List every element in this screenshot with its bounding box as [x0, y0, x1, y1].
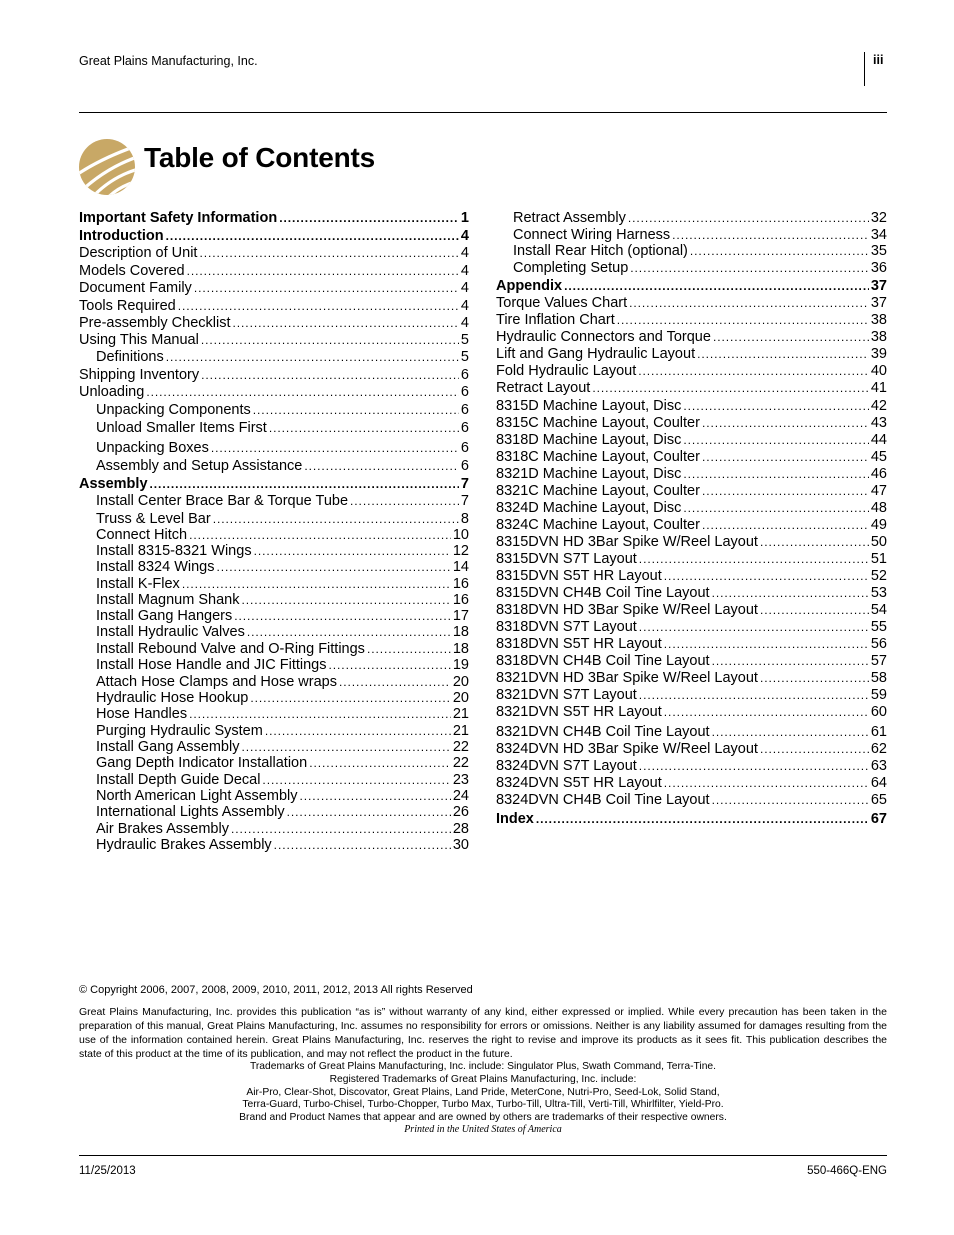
toc-entry[interactable]	[79, 348, 469, 366]
toc-dot-leader	[712, 791, 869, 809]
toc-dot-leader	[564, 277, 869, 295]
toc-entry[interactable]	[79, 331, 469, 349]
toc-entry-label: Unloading	[79, 384, 145, 400]
toc-entry-page: 7	[460, 476, 469, 492]
toc-entry-page: 4	[460, 298, 469, 314]
toc-entry-page: 21	[452, 706, 469, 722]
toc-entry-label: 8315D Machine Layout, Disc	[496, 398, 682, 414]
toc-entry-label: 8321DVN S7T Layout	[496, 687, 637, 703]
toc-dot-leader	[664, 703, 869, 721]
toc-dot-leader	[683, 465, 868, 483]
toc-entry[interactable]	[496, 567, 887, 585]
toc-entry[interactable]	[496, 757, 887, 775]
toc-entry-label: Install 8315-8321 Wings	[96, 543, 252, 559]
toc-entry-label: 8324C Machine Layout, Coulter	[496, 517, 700, 533]
toc-entry-page: 59	[870, 687, 887, 703]
toc-entry[interactable]	[496, 328, 887, 346]
toc-entry[interactable]	[79, 297, 469, 315]
toc-entry-page: 36	[870, 260, 887, 276]
toc-dot-leader	[628, 209, 869, 227]
toc-dot-leader	[712, 723, 869, 741]
toc-entry-page: 6	[460, 420, 469, 436]
toc-dot-leader	[760, 601, 869, 619]
toc-dot-leader	[702, 516, 869, 534]
great-plains-logo-icon	[78, 138, 136, 196]
toc-entry-label: Tire Inflation Chart	[496, 312, 615, 328]
toc-entry[interactable]	[496, 652, 887, 670]
toc-entry[interactable]	[79, 262, 469, 280]
toc-entry[interactable]	[496, 311, 887, 329]
toc-entry-label: Introduction	[79, 228, 164, 244]
toc-entry-page: 53	[870, 585, 887, 601]
toc-entry[interactable]	[79, 401, 469, 419]
toc-entry[interactable]	[496, 259, 887, 277]
toc-entry-page: 44	[870, 432, 887, 448]
toc-entry[interactable]	[496, 294, 887, 312]
toc-entry-page: 5	[460, 332, 469, 348]
toc-dot-leader	[350, 492, 459, 510]
toc-entry[interactable]	[496, 810, 887, 828]
toc-entry[interactable]	[79, 656, 469, 674]
toc-entry-label: Assembly and Setup Assistance	[96, 458, 303, 474]
trademarks-line: Trademarks of Great Plains Manufacturing, Inc. include: Singulator Plus, Swath Command, Terra-Tine.	[249, 1061, 717, 1072]
toc-entry-page: 67	[870, 811, 887, 827]
toc-entry[interactable]	[79, 227, 469, 245]
toc-entry-page: 38	[870, 312, 887, 328]
toc-entry-page: 22	[452, 739, 469, 755]
registered-trademarks-line: Registered Trademarks of Great Plains Manufacturing, Inc. include:	[329, 1074, 637, 1085]
toc-entry-label: 8324D Machine Layout, Disc	[496, 500, 682, 516]
toc-dot-leader	[630, 259, 869, 277]
toc-entry-page: 43	[870, 415, 887, 431]
toc-entry-label: Install Center Brace Bar & Torque Tube	[96, 493, 349, 509]
toc-entry[interactable]	[496, 499, 887, 517]
toc-entry-page: 5	[460, 349, 469, 365]
toc-entry-page: 16	[452, 592, 469, 608]
toc-entry-label: Attach Hose Clamps and Hose wraps	[96, 674, 337, 690]
toc-entry-page: 22	[452, 755, 469, 771]
toc-entry-label: Install Magnum Shank	[96, 592, 240, 608]
toc-entry-page: 4	[460, 228, 469, 244]
toc-entry-page: 4	[460, 280, 469, 296]
toc-entry-page: 4	[460, 245, 469, 261]
toc-entry[interactable]	[496, 584, 887, 602]
toc-entry-page: 24	[452, 788, 469, 804]
toc-entry[interactable]	[79, 754, 469, 772]
toc-dot-leader	[629, 294, 869, 312]
toc-entry[interactable]	[496, 277, 887, 295]
toc-entry-label: Appendix	[496, 278, 563, 294]
toc-entry[interactable]	[496, 345, 887, 363]
toc-dot-leader	[639, 757, 869, 775]
toc-entry[interactable]	[79, 209, 469, 227]
toc-entry-page: 4	[460, 263, 469, 279]
toc-dot-leader	[287, 803, 451, 821]
toc-dot-leader	[269, 419, 459, 437]
toc-entry[interactable]	[496, 448, 887, 466]
toc-entry-page: 8	[460, 511, 469, 527]
toc-entry[interactable]	[496, 397, 887, 415]
toc-dot-leader	[201, 331, 459, 349]
toc-dot-leader	[617, 311, 869, 329]
toc-entry-label: Fold Hydraulic Layout	[496, 363, 637, 379]
toc-entry-label: Connect Wiring Harness	[513, 227, 671, 243]
toc-dot-leader	[329, 656, 451, 674]
toc-entry-page: 62	[870, 741, 887, 757]
toc-entry-label: 8315DVN HD 3Bar Spike W/Reel Layout	[496, 534, 758, 550]
toc-entry-label: 8315DVN S7T Layout	[496, 551, 637, 567]
toc-entry-label: 8324DVN S5T HR Layout	[496, 775, 662, 791]
toc-entry-page: 30	[452, 837, 469, 853]
toc-entry-page: 47	[870, 483, 887, 499]
toc-entry-page: 50	[870, 534, 887, 550]
toc-entry-page: 64	[870, 775, 887, 791]
registered-trademarks-list-2: Terra-Guard, Turbo-Chisel, Turbo-Chopper, Turbo Max, Turbo-Till, Ultra-Till, Verti-Till, Whirlfilter, Yield-Pro.	[242, 1099, 724, 1110]
toc-entry-page: 32	[870, 210, 887, 226]
toc-dot-leader	[166, 348, 459, 366]
toc-entry-label: 8324DVN HD 3Bar Spike W/Reel Layout	[496, 741, 758, 757]
toc-entry-page: 6	[460, 458, 469, 474]
toc-dot-leader	[664, 567, 869, 585]
toc-entry[interactable]	[79, 623, 469, 641]
toc-entry-page: 58	[870, 670, 887, 686]
toc-dot-leader	[187, 262, 459, 280]
toc-entry-page: 16	[452, 576, 469, 592]
header-page-number: iii	[873, 53, 884, 67]
disclaimer-paragraph: Great Plains Manufacturing, Inc. provides this publication “as is” without warranty of any kind, either expressed or implied. While every precaution has been taken in the preparation of this manual, Great Plains Manufacturing, Inc. assumes no responsibility for errors or omissions. Neither is any liability assumed for damages resulting from the use of the information contained herein. Great Plains Manufacturing, Inc. reserves the right to revise and improve its products as it sees fit. This publication describes the state of this product at the time of its publication, and may not reflect the product in the future.	[79, 1006, 887, 1060]
toc-entry-page: 45	[870, 449, 887, 465]
toc-entry[interactable]	[496, 635, 887, 653]
toc-entry-label: Document Family	[79, 280, 192, 296]
toc-dot-leader	[253, 401, 459, 419]
toc-entry-label: 8324DVN CH4B Coil Tine Layout	[496, 792, 710, 808]
toc-entry-page: 23	[452, 772, 469, 788]
toc-entry-page: 1	[460, 210, 469, 226]
toc-entry[interactable]	[79, 439, 469, 457]
toc-dot-leader	[664, 774, 869, 792]
header-divider	[864, 52, 865, 86]
toc-entry-page: 57	[870, 653, 887, 669]
toc-entry-page: 49	[870, 517, 887, 533]
toc-entry-page: 46	[870, 466, 887, 482]
toc-entry-label: North American Light Assembly	[96, 788, 298, 804]
header-company: Great Plains Manufacturing, Inc.	[79, 54, 258, 68]
toc-entry[interactable]	[496, 209, 887, 227]
toc-entry-label: Install Hose Handle and JIC Fittings	[96, 657, 327, 673]
toc-entry-label: Connect Hitch	[96, 527, 188, 543]
toc-entry-label: 8321DVN CH4B Coil Tine Layout	[496, 724, 710, 740]
toc-entry-page: 26	[452, 804, 469, 820]
toc-entry[interactable]	[496, 774, 887, 792]
toc-dot-leader	[304, 457, 459, 475]
toc-dot-leader	[166, 227, 459, 245]
toc-entry-label: 8318C Machine Layout, Coulter	[496, 449, 700, 465]
toc-dot-leader	[247, 623, 451, 641]
footer-doc-number: 550-466Q-ENG	[807, 1165, 887, 1177]
toc-dot-leader	[216, 558, 450, 576]
toc-dot-leader	[683, 397, 868, 415]
toc-entry-page: 20	[452, 674, 469, 690]
toc-dot-leader	[702, 414, 869, 432]
toc-entry-label: 8315DVN S5T HR Layout	[496, 568, 662, 584]
toc-entry[interactable]	[496, 686, 887, 704]
toc-entry[interactable]	[79, 457, 469, 475]
toc-dot-leader	[712, 584, 869, 602]
toc-entry-label: Truss & Level Bar	[96, 511, 211, 527]
toc-entry-page: 48	[870, 500, 887, 516]
toc-entry[interactable]	[496, 362, 887, 380]
toc-entry-label: 8318DVN HD 3Bar Spike W/Reel Layout	[496, 602, 758, 618]
toc-entry[interactable]	[496, 242, 887, 260]
toc-entry-label: Completing Setup	[513, 260, 629, 276]
toc-dot-leader	[712, 652, 869, 670]
toc-dot-leader	[592, 379, 869, 397]
toc-entry-label: Install 8324 Wings	[96, 559, 215, 575]
toc-entry[interactable]	[79, 492, 469, 510]
toc-entry[interactable]	[79, 558, 469, 576]
toc-entry-page: 41	[870, 380, 887, 396]
toc-entry-label: 8321DVN HD 3Bar Spike W/Reel Layout	[496, 670, 758, 686]
toc-entry-label: Gang Depth Indicator Installation	[96, 755, 308, 771]
toc-entry[interactable]	[496, 703, 887, 721]
toc-dot-leader	[702, 448, 869, 466]
toc-entry-page: 37	[870, 278, 887, 294]
toc-dot-leader	[178, 297, 459, 315]
toc-entry[interactable]	[496, 723, 887, 741]
printed-in-line: Printed in the United States of America	[404, 1124, 562, 1135]
toc-entry[interactable]	[496, 465, 887, 483]
toc-dot-leader	[664, 635, 869, 653]
toc-entry-page: 56	[870, 636, 887, 652]
toc-entry-label: Hose Handles	[96, 706, 188, 722]
toc-entry-label: 8318DVN S7T Layout	[496, 619, 637, 635]
toc-entry-label: Install Depth Guide Decal	[96, 772, 261, 788]
toc-dot-leader	[279, 209, 459, 227]
toc-entry-label: Install Gang Assembly	[96, 739, 240, 755]
toc-entry-page: 18	[452, 624, 469, 640]
toc-entry-label: 8321D Machine Layout, Disc	[496, 466, 682, 482]
toc-entry-label: Hydraulic Hose Hookup	[96, 690, 249, 706]
toc-entry-label: Lift and Gang Hydraulic Layout	[496, 346, 696, 362]
toc-entry-label: Retract Layout	[496, 380, 591, 396]
toc-entry-label: Torque Values Chart	[496, 295, 628, 311]
toc-entry-page: 10	[452, 527, 469, 543]
toc-entry-page: 12	[452, 543, 469, 559]
toc-dot-leader	[639, 550, 869, 568]
footer-rule	[79, 1155, 887, 1156]
toc-entry-page: 18	[452, 641, 469, 657]
toc-dot-leader	[639, 686, 869, 704]
footer-date: 11/25/2013	[79, 1165, 136, 1177]
toc-entry-label: Hydraulic Connectors and Torque	[496, 329, 711, 345]
toc-entry-label: Shipping Inventory	[79, 367, 200, 383]
toc-entry[interactable]	[79, 314, 469, 332]
toc-entry-label: Unpacking Boxes	[96, 440, 209, 456]
toc-entry-page: 4	[460, 315, 469, 331]
toc-entry-page: 6	[460, 384, 469, 400]
toc-entry[interactable]	[496, 533, 887, 551]
page-title: Table of Contents	[144, 142, 375, 173]
toc-entry-page: 52	[870, 568, 887, 584]
toc-entry[interactable]	[79, 244, 469, 262]
toc-entry[interactable]	[496, 379, 887, 397]
toc-entry[interactable]	[79, 803, 469, 821]
toc-entry[interactable]	[79, 366, 469, 384]
toc-entry[interactable]	[79, 705, 469, 723]
toc-dot-leader	[199, 244, 458, 262]
toc-entry-label: Using This Manual	[79, 332, 199, 348]
toc-entry-label: 8324DVN S7T Layout	[496, 758, 637, 774]
toc-entry-label: 8321C Machine Layout, Coulter	[496, 483, 700, 499]
toc-entry[interactable]	[496, 601, 887, 619]
registered-trademarks-list-1: Air-Pro, Clear-Shot, Discovator, Great Plains, Land Pride, MeterCone, Nutri-Pro, Seed-Lok, Solid Stand,	[246, 1087, 720, 1098]
toc-dot-leader	[194, 279, 459, 297]
toc-dot-leader	[697, 345, 869, 363]
toc-entry-label: Unpacking Components	[96, 402, 251, 418]
toc-entry-page: 6	[460, 402, 469, 418]
toc-dot-leader	[146, 383, 459, 401]
brand-names-line: Brand and Product Names that appear and are owned by others are trademarks of their respective owners.	[239, 1112, 727, 1123]
toc-entry-page: 19	[452, 657, 469, 673]
toc-entry-page: 42	[870, 398, 887, 414]
toc-dot-leader	[713, 328, 869, 346]
toc-entry-label: Install Rebound Valve and O-Ring Fittings	[96, 641, 365, 657]
toc-entry-label: Assembly	[79, 476, 148, 492]
toc-entry-label: Purging Hydraulic System	[96, 723, 263, 739]
toc-entry[interactable]	[496, 516, 887, 534]
toc-dot-leader	[150, 475, 459, 493]
toc-entry-page: 51	[870, 551, 887, 567]
toc-entry[interactable]	[496, 669, 887, 687]
toc-entry-page: 54	[870, 602, 887, 618]
toc-entry[interactable]	[496, 740, 887, 758]
header-rule	[79, 112, 887, 113]
toc-entry-page: 60	[870, 704, 887, 720]
toc-entry-label: Air Brakes Assembly	[96, 821, 229, 837]
toc-entry-page: 6	[460, 367, 469, 383]
toc-entry-page: 39	[870, 346, 887, 362]
toc-entry-page: 20	[452, 690, 469, 706]
toc-entry-page: 63	[870, 758, 887, 774]
toc-entry-label: Install Hydraulic Valves	[96, 624, 245, 640]
toc-dot-leader	[211, 439, 459, 457]
toc-entry-label: Tools Required	[79, 298, 176, 314]
toc-dot-leader	[639, 618, 869, 636]
toc-entry-page: 34	[870, 227, 887, 243]
toc-entry[interactable]	[496, 482, 887, 500]
toc-dot-leader	[760, 669, 869, 687]
toc-entry-label: Hydraulic Brakes Assembly	[96, 837, 272, 853]
toc-dot-leader	[309, 754, 451, 772]
toc-entry-label: 8321DVN S5T HR Layout	[496, 704, 662, 720]
toc-entry-page: 21	[452, 723, 469, 739]
toc-entry-page: 28	[452, 821, 469, 837]
toc-dot-leader	[683, 431, 868, 449]
toc-dot-leader	[233, 314, 459, 332]
toc-entry-label: Install K-Flex	[96, 576, 180, 592]
toc-entry-label: Important Safety Information	[79, 210, 278, 226]
toc-entry[interactable]	[79, 836, 469, 854]
toc-entry-label: Install Rear Hitch (optional)	[513, 243, 688, 259]
toc-entry[interactable]	[79, 279, 469, 297]
toc-entry[interactable]	[79, 475, 469, 493]
toc-entry-page: 7	[460, 493, 469, 509]
toc-dot-leader	[690, 242, 869, 260]
toc-dot-leader	[536, 810, 869, 828]
toc-entry-page: 37	[870, 295, 887, 311]
toc-entry-label: 8315DVN CH4B Coil Tine Layout	[496, 585, 710, 601]
toc-entry-label: Description of Unit	[79, 245, 198, 261]
toc-entry-label: Definitions	[96, 349, 164, 365]
toc-entry-label: 8315C Machine Layout, Coulter	[496, 415, 700, 431]
toc-entry-label: Index	[496, 811, 534, 827]
toc-entry-label: Unload Smaller Items First	[96, 420, 267, 436]
toc-entry[interactable]	[496, 431, 887, 449]
toc-entry-label: 8318DVN S5T HR Layout	[496, 636, 662, 652]
toc-entry-page: 55	[870, 619, 887, 635]
toc-entry[interactable]	[79, 383, 469, 401]
toc-dot-leader	[760, 740, 869, 758]
toc-dot-leader	[201, 366, 459, 384]
toc-entry-label: Install Gang Hangers	[96, 608, 233, 624]
toc-entry-page: 38	[870, 329, 887, 345]
toc-entry-page: 17	[452, 608, 469, 624]
toc-dot-leader	[638, 362, 869, 380]
toc-dot-leader	[760, 533, 869, 551]
toc-entry-page: 6	[460, 440, 469, 456]
toc-dot-leader	[702, 482, 869, 500]
toc-dot-leader	[189, 705, 451, 723]
toc-entry-label: Retract Assembly	[513, 210, 626, 226]
toc-entry-label: International Lights Assembly	[96, 804, 285, 820]
toc-entry[interactable]	[496, 550, 887, 568]
toc-entry[interactable]	[496, 414, 887, 432]
copyright-line: © Copyright 2006, 2007, 2008, 2009, 2010, 2011, 2012, 2013 All rights Reserved	[79, 984, 473, 996]
toc-entry[interactable]	[496, 618, 887, 636]
toc-entry-label: 8318D Machine Layout, Disc	[496, 432, 682, 448]
toc-entry[interactable]	[496, 791, 887, 809]
toc-entry-page: 40	[870, 363, 887, 379]
toc-entry-page: 35	[870, 243, 887, 259]
toc-entry-label: Models Covered	[79, 263, 185, 279]
toc-entry[interactable]	[79, 419, 469, 437]
toc-entry-label: Pre-assembly Checklist	[79, 315, 231, 331]
toc-entry-page: 61	[870, 724, 887, 740]
toc-dot-leader	[683, 499, 868, 517]
toc-entry-page: 65	[870, 792, 887, 808]
toc-entry-page: 14	[452, 559, 469, 575]
toc-dot-leader	[274, 836, 451, 854]
toc-entry-label: 8318DVN CH4B Coil Tine Layout	[496, 653, 710, 669]
